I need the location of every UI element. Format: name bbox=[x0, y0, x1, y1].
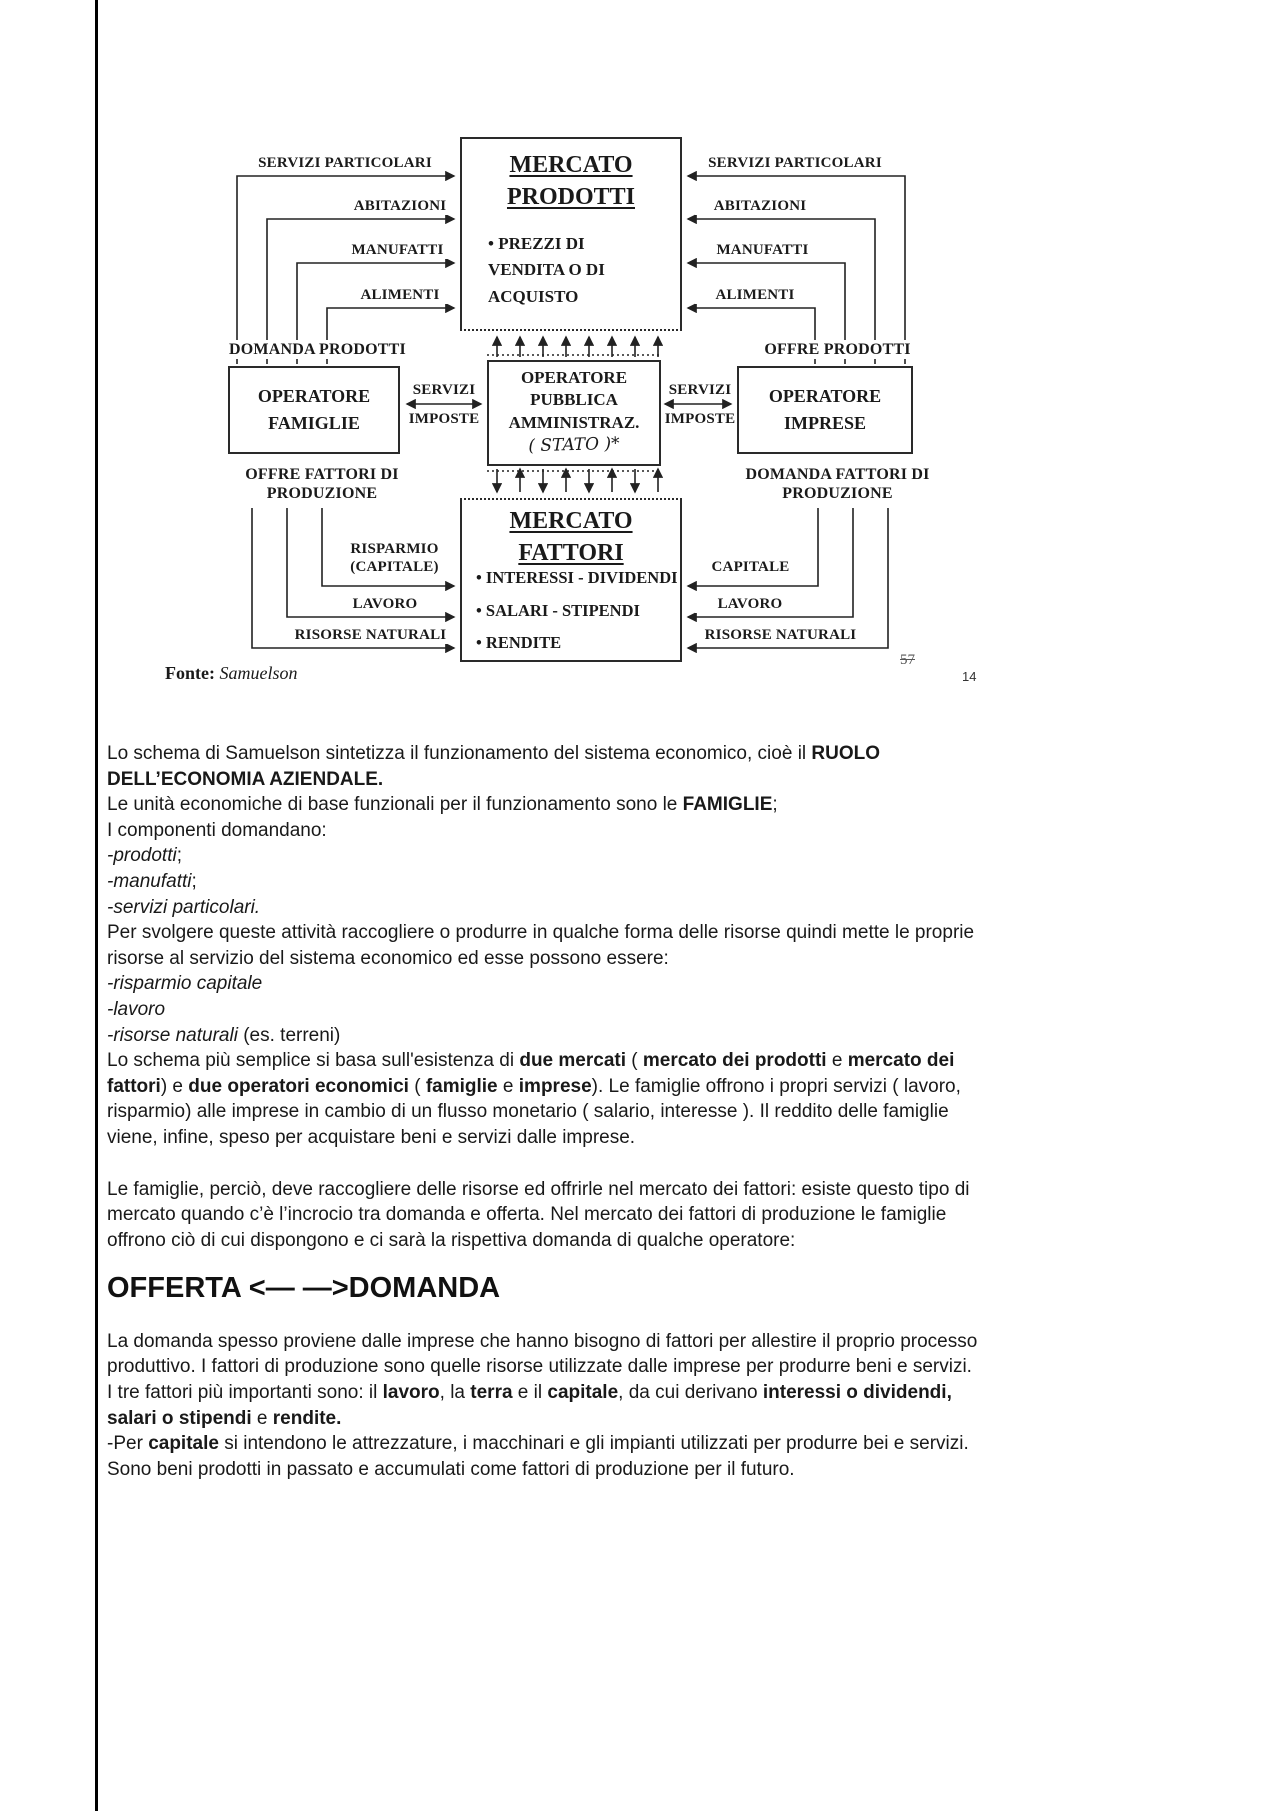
mercato-fattori-title: MERCATO FATTORI bbox=[509, 508, 633, 567]
label-imposte-left: IMPOSTE bbox=[402, 410, 486, 428]
label-domanda-prodotti: DOMANDA PRODOTTI bbox=[225, 340, 410, 359]
factor-label-lavoro-right: LAVORO bbox=[695, 595, 805, 613]
list-item-risparmio: -risparmio capitale bbox=[107, 973, 263, 995]
paragraph-domanda-imprese: La domanda spesso proviene dalle imprese che hanno bisogno di fattori per allestire il proprio processo produttivo. I fattori di produzione sono quelle risorse utilizzate dalle imprese per produrre beni e servizi. bbox=[107, 1330, 978, 1378]
label-servizi-right: SERVIZI bbox=[662, 381, 738, 399]
mercato-prodotti-box bbox=[460, 137, 682, 331]
paragraph-risorse: Per svolgere queste attività raccogliere o produrre in qualche forma delle risorse quindi mette le proprie risorse al servizio del sistema economico ed esse possono essere: bbox=[107, 922, 975, 969]
list-item-risorse-naturali: -risorse naturali (es. terreni) bbox=[107, 1024, 341, 1046]
flow-label-abitazioni-left: ABITAZIONI bbox=[335, 197, 465, 215]
mercato-prodotti-bullet: • PREZZI DI VENDITA O DI ACQUISTO bbox=[488, 234, 605, 306]
list-item-manufatti: -manufatti; bbox=[107, 870, 197, 892]
paragraph-tre-fattori: I tre fattori più importanti sono: il lavoro, la terra e il capitale, da cui derivano interessi o dividendi, salari o stipendi e rendite. bbox=[107, 1382, 952, 1429]
factor-label-risorse-naturali-right: RISORSE NATURALI bbox=[698, 626, 863, 644]
flow-label-manufatti-right: MANUFATTI bbox=[700, 241, 825, 259]
label-offre-prodotti: OFFRE PRODOTTI bbox=[755, 340, 920, 359]
operatore-imprese-box bbox=[737, 366, 913, 454]
heading-offerta-domanda: OFFERTA <— —>DOMANDA bbox=[107, 1272, 501, 1305]
body-text bbox=[107, 741, 991, 1482]
list-item-lavoro: -lavoro bbox=[107, 998, 166, 1020]
factor-label-lavoro-left: LAVORO bbox=[330, 595, 440, 613]
mercato-fattori-bullet-interessi: • INTERESSI - DIVIDENDI bbox=[476, 568, 678, 587]
stato-handwritten-note: ( STATO )* bbox=[528, 434, 620, 457]
paragraph-schema-semplice: Lo schema più semplice si basa sull'esistenza di due mercati ( mercato dei prodotti e mercato dei fattori) e due operatori economici ( famiglie e imprese). Le famiglie offrono i propri servizi ( lavoro, risparmio) alle imprese in cambio di un flusso monetario ( salario, interesse ). Il reddito delle famiglie viene, infine, speso per acquistare beni e servizi dalle imprese. bbox=[107, 1050, 961, 1148]
flow-label-alimenti-left: ALIMENTI bbox=[340, 286, 460, 304]
operatore-pubblica-title: OPERATORE PUBBLICA AMMINISTRAZ. bbox=[508, 368, 640, 432]
mercato-fattori-bullet-salari: • SALARI - STIPENDI bbox=[476, 601, 640, 620]
label-servizi-left: SERVIZI bbox=[404, 381, 484, 399]
paragraph-intro: Lo schema di Samuelson sintetizza il funzionamento del sistema economico, cioè il RUOLO DELL’ECONOMIA AZIENDALE. bbox=[107, 743, 881, 790]
mercato-fattori-box bbox=[460, 498, 682, 662]
operatore-famiglie-title: OPERATORE FAMIGLIE bbox=[257, 386, 371, 433]
mercato-fattori-bullet-rendite: • RENDITE bbox=[476, 633, 562, 652]
samuelson-circular-flow-diagram bbox=[0, 0, 1280, 720]
source-caption bbox=[165, 663, 297, 684]
paragraph-capitale: -Per capitale si intendono le attrezzature, i macchinari e gli impianti utilizzati per produrre bei e servizi. Sono beni prodotti in passato e accumulati come fattori di produzione per il futuro. bbox=[107, 1433, 969, 1480]
factor-label-risparmio-capitale: RISPARMIO (CAPITALE) bbox=[332, 540, 457, 576]
paragraph-componenti: I componenti domandano: bbox=[107, 819, 327, 841]
page-number: 14 bbox=[962, 669, 977, 684]
list-item-servizi-particolari: -servizi particolari. bbox=[107, 896, 261, 918]
struck-page-mark: 57 bbox=[900, 652, 915, 668]
paragraph-famiglie-mercato: Le famiglie, perciò, deve raccogliere delle risorse ed offrirle nel mercato dei fattori: esiste questo tipo di mercato quando c’è l’incrocio tra domanda e offerta. Nel mercato dei fattori di produzione le famiglie offrono ciò di cui dispongono e ci sarà la rispettiva domanda di qualche operatore: bbox=[107, 1178, 970, 1251]
paragraph-unita: Le unità economiche di base funzionali per il funzionamento sono le FAMIGLIE; bbox=[107, 794, 778, 816]
list-item-prodotti: -prodotti; bbox=[107, 845, 182, 867]
flow-label-alimenti-right: ALIMENTI bbox=[695, 286, 815, 304]
source-value: Samuelson bbox=[219, 663, 298, 683]
operatore-famiglie-box bbox=[228, 366, 400, 454]
operatore-imprese-title: OPERATORE IMPRESE bbox=[768, 386, 882, 433]
operatore-pubblica-amministrazione-box bbox=[487, 360, 661, 466]
flow-label-manufatti-left: MANUFATTI bbox=[335, 241, 460, 259]
label-imposte-right: IMPOSTE bbox=[660, 410, 740, 428]
flow-label-servizi-particolari-right: SERVIZI PARTICOLARI bbox=[700, 154, 890, 172]
flow-label-servizi-particolari-left: SERVIZI PARTICOLARI bbox=[250, 154, 440, 172]
label-domanda-fattori: DOMANDA FATTORI DI PRODUZIONE bbox=[745, 466, 930, 503]
mercato-prodotti-title: MERCATO PRODOTTI bbox=[506, 152, 635, 211]
label-offre-fattori: OFFRE FATTORI DI PRODUZIONE bbox=[232, 465, 412, 503]
factor-label-risorse-naturali-left: RISORSE NATURALI bbox=[288, 626, 453, 644]
factor-label-capitale-right: CAPITALE bbox=[693, 558, 808, 576]
source-label: Fonte: bbox=[165, 663, 215, 683]
flow-label-abitazioni-right: ABITAZIONI bbox=[695, 197, 825, 215]
